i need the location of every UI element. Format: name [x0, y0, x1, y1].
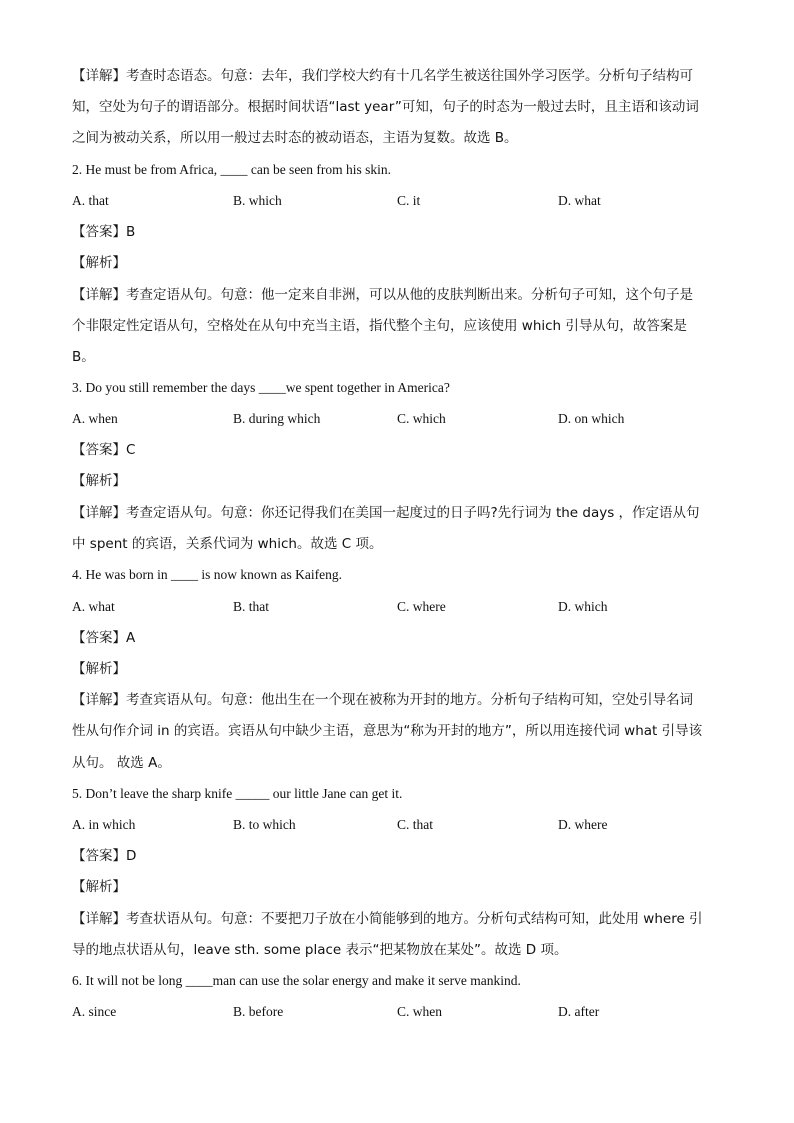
- question-5-options: [72, 815, 732, 835]
- detail-text: 之间为被动关系，所以用一般过去时态的被动语态，主语为复数。故选 B。: [72, 130, 518, 146]
- option-d: D. which: [558, 599, 608, 614]
- option-a: A. in which: [72, 817, 136, 832]
- option-a: A. what: [72, 599, 115, 614]
- question-6-options: [72, 1002, 732, 1022]
- option-c: C. which: [397, 411, 446, 426]
- detail-text: 【详解】考查定语从句。句意：你还记得我们在美国一起度过的日子吗?先行词为 the days ，作定语从句: [72, 505, 700, 521]
- option-b: B. that: [233, 599, 269, 614]
- option-a: A. that: [72, 193, 109, 208]
- detail-text: 【详解】考查宾语从句。句意：他出生在一个现在被称为开封的地方。分析句子结构可知，空处引导名词: [72, 692, 693, 708]
- question-3-stem: 3. Do you still remember the days ____we spent together in America?: [72, 380, 450, 395]
- option-c: C. where: [397, 599, 446, 614]
- analysis-label: 【解析】: [72, 255, 126, 271]
- answer-label: 【答案】D: [72, 848, 137, 864]
- option-b: B. to which: [233, 817, 296, 832]
- option-a: A. when: [72, 411, 118, 426]
- analysis-label: 【解析】: [72, 879, 126, 895]
- detail-text: 【详解】考查时态语态。句意：去年，我们学校大约有十几名学生被送往国外学习医学。分析句子结构可: [72, 68, 693, 84]
- question-3-options: [72, 409, 732, 429]
- detail-text: 中 spent 的宾语，关系代词为 which。故选 C 项。: [72, 536, 383, 552]
- analysis-label: 【解析】: [72, 473, 126, 489]
- detail-text: 从句。 故选 A。: [72, 755, 171, 771]
- detail-text: B。: [72, 349, 95, 365]
- detail-text: 知，空处为句子的谓语部分。根据时间状语“last year”可知，句子的时态为一般过去时，且主语和该动词: [72, 99, 699, 115]
- detail-text: 【详解】考查状语从句。句意：不要把刀子放在小简能够到的地方。分析句式结构可知，此处用 where 引: [72, 911, 703, 927]
- question-4-stem: 4. He was born in ____ is now known as Kaifeng.: [72, 567, 342, 582]
- question-4-options: [72, 597, 732, 617]
- detail-text: 导的地点状语从句，leave sth. some place 表示“把某物放在某处”。故选 D 项。: [72, 942, 568, 958]
- option-b: B. which: [233, 193, 282, 208]
- analysis-label: 【解析】: [72, 661, 126, 677]
- detail-text: 性从句作介词 in 的宾语。宾语从句中缺少主语，意思为“称为开封的地方”，所以用连接代词 what 引导该: [72, 723, 703, 739]
- detail-text: 【详解】考查定语从句。句意：他一定来自非洲，可以从他的皮肤判断出来。分析句子可知，这个句子是: [72, 287, 693, 303]
- option-c: C. that: [397, 817, 433, 832]
- question-6-stem: 6. It will not be long ____man can use the solar energy and make it serve mankind.: [72, 973, 521, 988]
- option-c: C. it: [397, 193, 421, 208]
- question-2-options: [72, 191, 732, 211]
- answer-label: 【答案】B: [72, 224, 136, 240]
- option-b: B. during which: [233, 411, 321, 426]
- option-a: A. since: [72, 1004, 117, 1019]
- option-d: D. after: [558, 1004, 600, 1019]
- option-d: D. on which: [558, 411, 625, 426]
- question-2-stem: 2. He must be from Africa, ____ can be seen from his skin.: [72, 162, 392, 177]
- option-c: C. when: [397, 1004, 442, 1019]
- answer-label: 【答案】C: [72, 442, 136, 458]
- answer-label: 【答案】A: [72, 630, 136, 646]
- detail-text: 个非限定性定语从句，空格处在从句中充当主语，指代整个主句，应该使用 which 引导从句，故答案是: [72, 318, 687, 334]
- option-b: B. before: [233, 1004, 284, 1019]
- option-d: D. what: [558, 193, 601, 208]
- question-5-stem: 5. Don’t leave the sharp knife _____ our little Jane can get it.: [72, 786, 403, 801]
- option-d: D. where: [558, 817, 608, 832]
